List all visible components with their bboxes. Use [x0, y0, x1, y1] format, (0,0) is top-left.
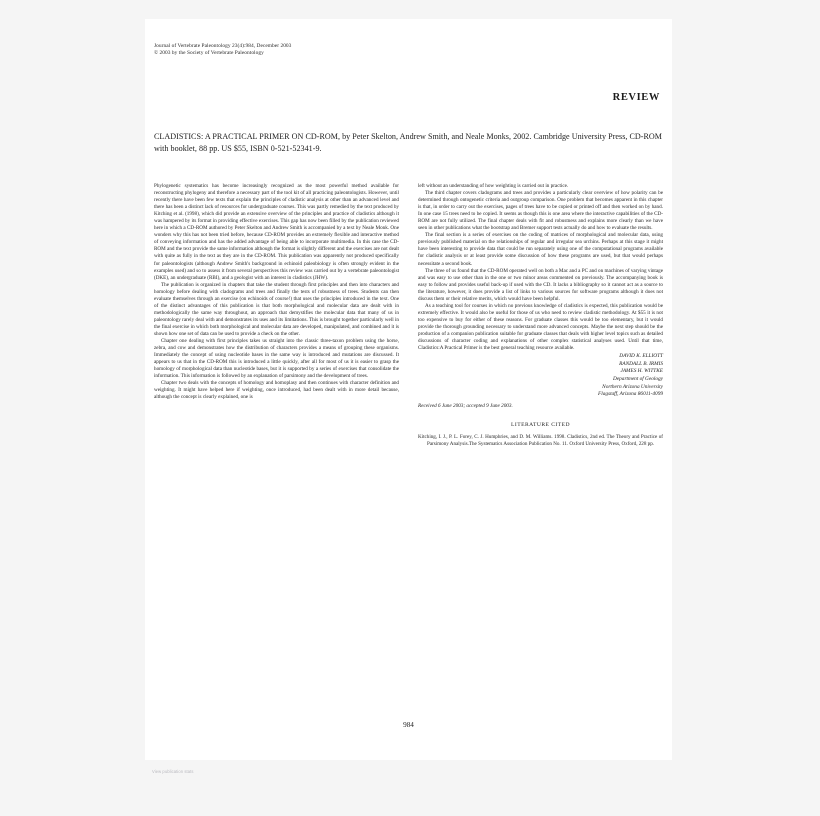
journal-copyright-line: © 2003 by the Society of Vertebrate Paleontology: [154, 50, 264, 57]
literature-cited-entry: Kitching, I. J., P. L. Forey, C. J. Humphries, and D. M. Williams. 1998. Cladistics, 2nd ed. The Theory and Practice of Parsimony Analysis.The Systematics Association Publication No. 11. Oxford University Press, Oxford, 228 pp.: [418, 433, 663, 447]
paragraph: As a teaching tool for courses in which no previous knowledge of cladistics is expected, this publication would be extremely effective. It would also be useful for those of us who need to review cladistic methodology. At $55 it is not too expensive to buy for either of these reasons. For graduate classes this would be too elementary, but it would provide the thorough grounding necessary to understand more advanced concepts. Maybe the next step should be the production of a companion publication suitable for graduate classes that deals with higher level topics such as detailed discussions of character coding and explanations of other complex statistical analyses used. Until that time, Cladistics:A Practical Primer is the best general teaching resource available.: [418, 302, 663, 352]
reviewer-name: DAVID K. ELLIOTT: [619, 353, 663, 360]
paragraph: The publication is organized in chapters that take the student through first principles and then into characters and homology before dealing with cladograms and trees and finally the tests of robustness of trees. Students can then evaluate themselves through an exercise (on echinoids of course!) that uses the principles introduced in the text. One of the distinct advantages of this publication is that both morphological and molecular data are dealt with in methodologically the same way throughout, an approach that demystifies the molecular data that many of us in paleontology rarely deal with and demonstrates its uses and its limitations. This is brought together particularly well in the final exercise in which both morphological and molecular data are developed, manipulated, and combined and it is shown how one set of data can be used to provide a check on the other.: [154, 281, 399, 337]
literature-cited-heading: LITERATURE CITED: [511, 421, 570, 428]
column-right: [418, 183, 663, 448]
journal-header: [154, 43, 291, 57]
reviewer-name: RANDALL B. IRMIS: [619, 360, 663, 367]
paragraph: The final section is a series of exercises on the coding of matrices of morphological and molecular data, using previously published material on the relationships of regular and irregular sea urchins. Perhaps at this stage it might have been interesting to provide data that could be run separately using one of the computational programs available for cladistic analysis or at least provide some discussion of how these programs are used, but that would perhaps necessitate a second book.: [418, 232, 663, 267]
document-page: [145, 19, 672, 760]
paragraph: left without an understanding of how weighting is carried out in practice.: [418, 183, 569, 189]
paragraph: The third chapter covers cladograms and trees and provides a particularly clear overview of how polarity can be determined through ontogenetic criteria and outgroup comparison. One problem that becomes apparent in this chapter is that, in order to carry out the exercises, pages of trees have to be copied or printed off and then worked on by hand. In one case 15 trees need to be copied. It seems as though this is one area where the interactive capabilities of the CD-ROM are not fully utilized. The final chapter deals with fit and robustness and explains more clearly than we have seen in other publications what the bootstrap and Bremer support tests actually do and how to evaluate the results.: [418, 190, 663, 232]
paragraph: Chapter two deals with the concepts of homology and homoplasy and then continues with character definition and weighting. It might have helped here if weighting, once introduced, had been dealt with in more detail because, although the concept is clearly explained, one is: [154, 380, 399, 401]
reviewer-name: JAMES H. WITTKE: [620, 368, 663, 375]
paragraph: The three of us found that the CD-ROM operated well on both a Mac and a PC and on machines of varying vintage and was easy to use other than in the one or two minor areas commented on previously. The accompanying book is easy to follow and provides useful back-up if used with the CD. It lacks a bibliography so it cannot act as a source to the literature, however, it does provide a list of links to various sources for software programs although it does not discuss them or their relative merits, which would have been helpful.: [418, 267, 663, 302]
paragraph: Phylogenetic systematics has become increasingly recognized as the most powerful method available for reconstructing phylogeny and therefore a necessary part of the tool kit of all practicing paleontologists. However, until recently there have been few texts that explain the principles of cladistic analysis at other than an advanced level and there has been a distinct lack of resources for undergraduate courses. This was partly remedied by the text produced by Kitching et al. (1998), which did provide an extensive overview of the principles and practice of cladistics although it was hampered by its format in providing effective exercises. This gap has now been filled by the publication reviewed here in which a CD-ROM authored by Peter Skelton and Andrew Smith is accompanied by a text by Neale Monk. One wonders why this has not been tried before, because CD-ROM provides an extremely flexible and interactive method of conveying information and has the added advantage of being able to incorporate multimedia. In this case the CD-ROM and the text provide the same information although the format is slightly different and the exercises are not dealt with quite as fully in the text as they are in the CD-ROM. This publication was apparently not produced specifically for paleontologists (although Andrew Smith's background in echinoid paleobiology is often strongly evident in the examples used) and so to assess it from several perspectives this review was carried out by a vertebrate paleontologist (DKE), an undergraduate (RBI), and a geologist with an interest in cladistics (JHW).: [154, 183, 399, 281]
affiliation-line: Northern Arizona University: [602, 383, 663, 390]
reviewer-signature-block: [418, 353, 663, 399]
section-label-review: REVIEW: [612, 92, 660, 103]
page-number: 984: [403, 721, 414, 729]
received-accepted-date: Received 6 June 2003; accepted 9 June 2003.: [418, 402, 513, 409]
view-publication-stats-link[interactable]: View publication stats: [152, 769, 194, 774]
column-left: [154, 183, 399, 401]
affiliation-line: Flagstaff, Arizona 86011-4099: [598, 391, 663, 398]
paragraph: Chapter one dealing with first principles takes us straight into the classic three-taxon problem using the horse, zebra, and cow and demonstrates how the distribution of characters provides a means of grouping these organisms. Immediately the concept of using nucleotide bases in the same way is introduced and mutations are discussed. It appears to us that in the CD-ROM this is introduced a little quickly, after all for most of us it is easier to grasp the homology of morphological data than nucleotide bases, but it is supported by a series of exercises that consolidate the information. This information is followed by an explanation of parsimony and the development of trees.: [154, 338, 399, 380]
book-title: CLADISTICS: A PRACTICAL PRIMER ON CD-ROM, by Peter Skelton, Andrew Smith, and Neale Monks, 2002. Cambridge University Press, CD-ROM with booklet, 88 pp. US $55, ISBN 0-521-52341-9.: [154, 132, 662, 154]
affiliation-line: Department of Geology: [612, 375, 663, 382]
journal-citation-line: Journal of Vertebrate Paleontology 23(4):984, December 2003: [154, 43, 292, 49]
